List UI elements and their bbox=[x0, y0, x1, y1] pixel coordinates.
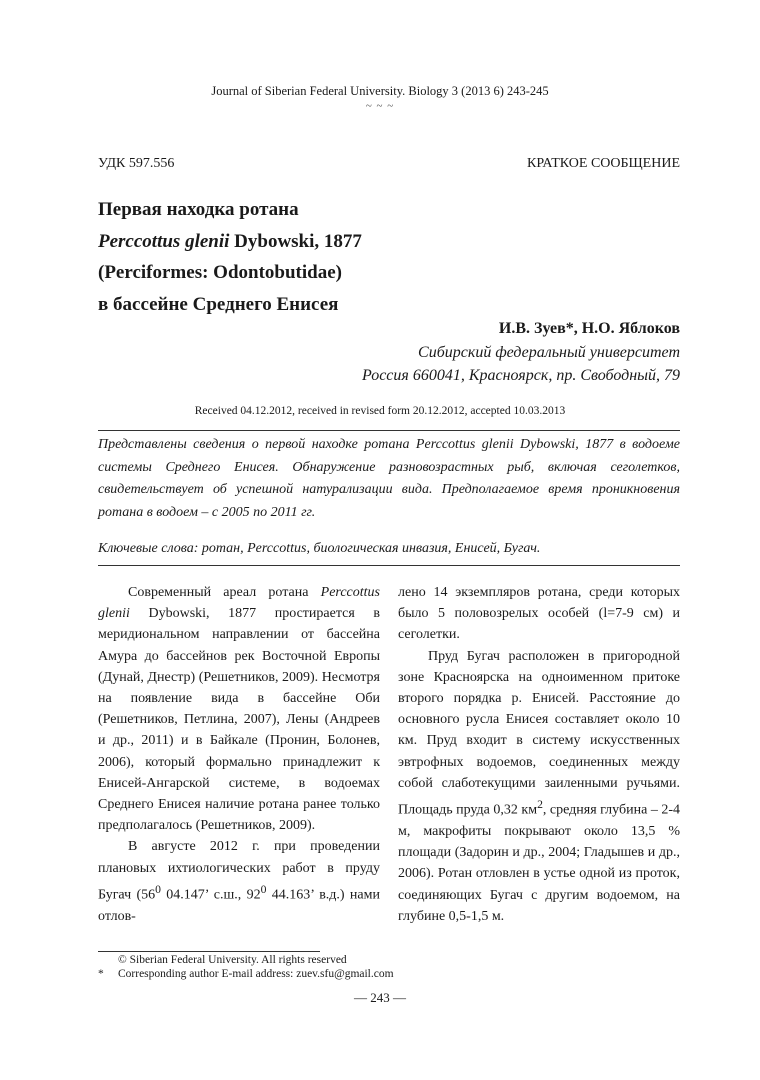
title-line-4: в бассейне Среднего Енисея bbox=[98, 293, 339, 315]
species-name: Perccottus glenii bbox=[98, 230, 230, 252]
udk-code: УДК 597.556 bbox=[98, 156, 175, 171]
title-line-1: Первая находка ротана bbox=[98, 199, 299, 220]
abstract: Представлены сведения о первой находке ротана Perccottus glenii Dybowski, 1877 в водоеме системы Среднего Енисея. Обнаружение разновозрастных рыб, включая сеголетков, свидетельствует об успешной натурализации вида. Предполагаемое время проникновения ротана в водоем – с 2005 по 2011 гг. bbox=[98, 437, 680, 520]
abstract-top-rule bbox=[98, 430, 680, 431]
affiliation-university: Сибирский федеральный университет bbox=[418, 344, 680, 361]
keywords: Ключевые слова: ротан, Perccottus, биологическая инвазия, Енисей, Бугач. bbox=[98, 541, 541, 556]
title-line-3: (Perciformes: Odontobutidae) bbox=[98, 262, 342, 283]
paragraph-2-continued: лено 14 экземпляров ротана, среди которых было 5 половозрелых особей (l=7-9 см) и сеголетки. bbox=[398, 585, 680, 643]
species-name-italic: Perccottus glenii bbox=[98, 585, 380, 622]
journal-header: Journal of Siberian Federal University. Biology 3 (2013 6) 243-245 bbox=[211, 84, 549, 98]
paragraph-2: В августе 2012 г. при проведении плановых ихтиологических работ в пруду Бугач ($56^0$ 04.147’ с.ш., $92^0$ 44.163’ в.д.) нами отлов- bbox=[98, 839, 380, 924]
title-line-2 bbox=[98, 226, 362, 258]
abstract-bottom-rule bbox=[98, 565, 680, 566]
header-ornament: ~ ~ ~ bbox=[365, 100, 395, 112]
article-title bbox=[98, 194, 362, 320]
footnote-rule bbox=[98, 951, 320, 952]
species-author: Dybowski, 1877 bbox=[229, 230, 362, 252]
body-column-left bbox=[98, 582, 380, 927]
paragraph-3: Пруд Бугач расположен в пригородной зоне Красноярска на одноименном притоке второго порядка р. Енисей. Расстояние до основного русла Енисея составляет около 10 км. Пруд входит в систему искусственных эвтрофных водоемов, соединенных между собой слаботекущими заиленными ручьями. Площадь пруда 0,32 $км^2$, средняя глубина – 2-4 м, макрофиты покрывают около 13,5 % площади (Задорин и др., 2004; Гладышев и др., 2006). Ротан отловлен в устье одной из проток, соединяющих Бугач с другим водоемом, на глубине 0,5-1,5 м. bbox=[398, 648, 680, 924]
received-dates: Received 04.12.2012, received in revised form 20.12.2012, accepted 10.03.2013 bbox=[194, 405, 566, 417]
page-number: — 243 — bbox=[354, 990, 406, 1005]
affiliation-address: Россия 660041, Красноярск, пр. Свободный, 79 bbox=[362, 367, 680, 384]
footnote-copyright: © Siberian Federal University. All rights reserved bbox=[118, 954, 347, 966]
footnote-corresponding: * Corresponding author E-mail address: zuev.sfu@gmail.com bbox=[98, 968, 394, 980]
body-column-right bbox=[398, 582, 680, 927]
paragraph-1: Современный ареал ротана Perccottus glenii Dybowski, 1877 простирается в меридиональном направлении от бассейна Амура до бассейнов рек Восточной Европы (Дунай, Днестр) (Решетников, 2009). Несмотря на появление вида в бассейне Оби (Решетников, Петлина, 2007), Лены (Андреев и др., 2011) и в Байкале (Пронин, Болонев, 2006), который формально принадлежит к Енисей-Ангарской системе, в водоемах Среднего Енисея наличие ротана ранее только предполагалось (Решетников, 2009). bbox=[98, 585, 380, 834]
article-type: КРАТКОЕ СООБЩЕНИЕ bbox=[527, 156, 680, 171]
author-names: И.В. Зуев*, Н.О. Яблоков bbox=[498, 320, 680, 337]
